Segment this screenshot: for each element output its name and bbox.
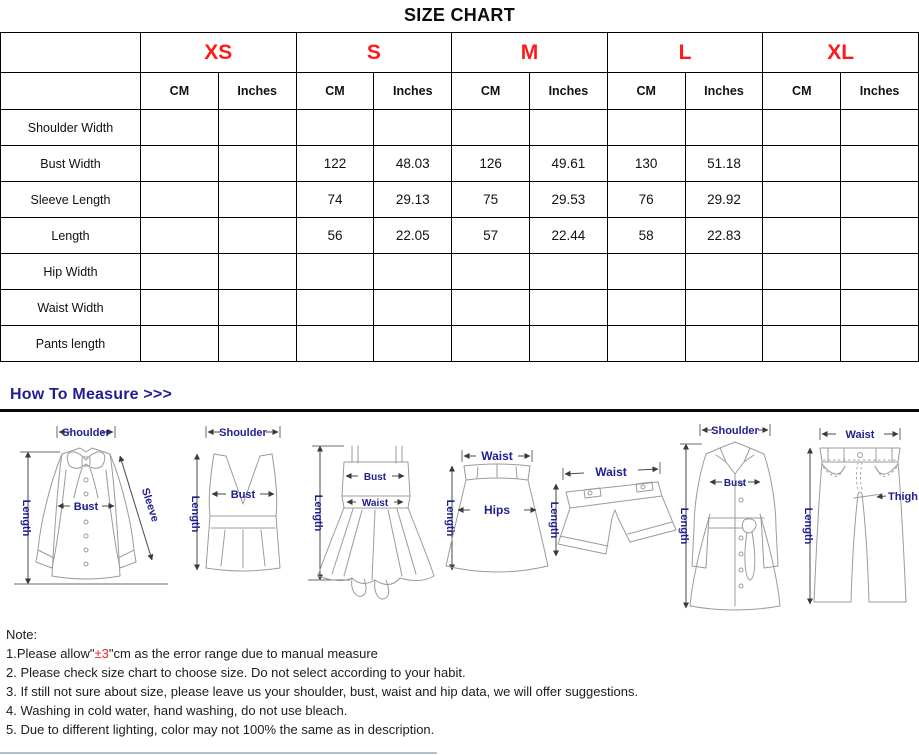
cell-xl-cm	[763, 326, 841, 362]
cell-m-inches	[529, 290, 607, 326]
pants-diagram	[802, 428, 918, 604]
divider-rule	[0, 409, 919, 412]
cell-xl-inches	[841, 182, 919, 218]
cell-s-cm	[296, 326, 374, 362]
cell-s-inches	[374, 290, 452, 326]
size-row-sleeve-length	[1, 182, 919, 218]
cell-m-inches	[529, 254, 607, 290]
cell-m-cm	[452, 290, 530, 326]
skirt-diagram	[444, 449, 548, 572]
size-header-l: L	[607, 33, 763, 73]
cell-s-cm: 74	[296, 182, 374, 218]
row-label: Sleeve Length	[1, 182, 141, 218]
cell-xl-inches	[841, 110, 919, 146]
dim-label-bust: Bust	[230, 489, 256, 501]
dim-label-shoulder: Shoulder	[62, 427, 110, 439]
size-row-shoulder-width	[1, 110, 919, 146]
dim-label-waist: Waist	[361, 498, 389, 509]
size-row-hip-width	[1, 254, 919, 290]
dim-label-waist: Waist	[595, 465, 627, 479]
cell-xs-inches	[218, 146, 296, 182]
row-label: Waist Width	[1, 290, 141, 326]
dim-label-length: Length	[20, 499, 32, 537]
dim-label-bust: Bust	[363, 472, 387, 483]
size-header-s: S	[296, 33, 452, 73]
cell-m-inches: 49.61	[529, 146, 607, 182]
dim-label-thigh: Thigh	[888, 491, 918, 503]
note-line-2: 2. Please check size chart to choose size. Do not select according to your habit.	[6, 665, 466, 680]
row-label: Shoulder Width	[1, 110, 141, 146]
cell-xs-cm	[141, 110, 219, 146]
note-line-4: 4. Washing in cold water, hand washing, do not use bleach.	[6, 703, 348, 718]
bottom-partial-rule	[0, 752, 437, 754]
cell-s-inches: 22.05	[374, 218, 452, 254]
unit-header-m-cm: CM	[452, 73, 530, 110]
dim-label-hips: Hips	[483, 503, 511, 517]
measure-diagrams	[0, 418, 919, 617]
cell-xl-inches	[841, 326, 919, 362]
cell-xs-inches	[218, 110, 296, 146]
cell-xs-inches	[218, 290, 296, 326]
size-header-row	[1, 33, 919, 73]
blouse-diagram	[14, 426, 168, 584]
size-chart-table	[0, 32, 919, 362]
cell-xs-inches	[218, 326, 296, 362]
dim-label-length: Length	[802, 507, 814, 545]
note-line-3: 3. If still not sure about size, please leave us your shoulder, bust, waist and hip data, we will offer suggestions.	[6, 684, 639, 699]
note-1-prefix: 1.Please allow"	[6, 646, 95, 661]
unit-header-l-inches: Inches	[685, 73, 763, 110]
cell-xs-cm	[141, 290, 219, 326]
cell-xl-inches	[841, 290, 919, 326]
cell-s-inches: 48.03	[374, 146, 452, 182]
cell-xs-cm	[141, 146, 219, 182]
cell-s-cm	[296, 254, 374, 290]
dim-label-bust: Bust	[723, 478, 747, 489]
row-label: Length	[1, 218, 141, 254]
cell-l-inches: 22.83	[685, 218, 763, 254]
note-line-5: 5. Due to different lighting, color may not 100% the same as in description.	[6, 722, 435, 737]
cell-xl-cm	[763, 290, 841, 326]
dim-label-length: Length	[548, 501, 560, 539]
cell-s-cm: 122	[296, 146, 374, 182]
coat-diagram	[678, 424, 780, 610]
cell-s-inches: 29.13	[374, 182, 452, 218]
cell-xl-cm	[763, 182, 841, 218]
unit-header-xl-cm: CM	[763, 73, 841, 110]
cell-s-cm	[296, 290, 374, 326]
cell-l-cm	[607, 110, 685, 146]
size-header-xs: XS	[141, 33, 297, 73]
cell-l-inches: 51.18	[685, 146, 763, 182]
cell-xl-inches	[841, 218, 919, 254]
cell-l-inches: 29.92	[685, 182, 763, 218]
dim-label-waist: Waist	[481, 449, 513, 463]
corner-cell	[1, 73, 141, 110]
cell-xs-cm	[141, 326, 219, 362]
dim-label-length: Length	[678, 507, 690, 545]
cell-xs-cm	[141, 254, 219, 290]
cell-l-inches	[685, 110, 763, 146]
cell-m-inches	[529, 326, 607, 362]
cell-l-cm: 76	[607, 182, 685, 218]
corner-cell	[1, 33, 141, 73]
unit-header-row	[1, 73, 919, 110]
cell-m-inches	[529, 110, 607, 146]
cell-s-cm: 56	[296, 218, 374, 254]
dim-label-sleeve: Sleeve	[138, 486, 161, 524]
dim-label-shoulder: Shoulder	[219, 427, 267, 439]
cell-xs-inches	[218, 182, 296, 218]
cell-l-cm	[607, 290, 685, 326]
dress-diagram	[308, 446, 434, 599]
cell-m-cm: 75	[452, 182, 530, 218]
cell-l-cm: 130	[607, 146, 685, 182]
page-title: SIZE CHART	[404, 5, 515, 25]
row-label: Hip Width	[1, 254, 141, 290]
cell-s-inches	[374, 254, 452, 290]
unit-header-xl-inches: Inches	[841, 73, 919, 110]
cell-xl-cm	[763, 218, 841, 254]
size-row-waist-width	[1, 290, 919, 326]
cell-l-inches	[685, 254, 763, 290]
note-1-tolerance: ±3	[94, 646, 109, 661]
cell-xl-cm	[763, 146, 841, 182]
row-label: Bust Width	[1, 146, 141, 182]
note-1-suffix: "cm as the error range due to manual measure	[108, 646, 378, 661]
how-to-measure-heading: How To Measure >>>	[10, 386, 173, 403]
unit-header-m-inches: Inches	[529, 73, 607, 110]
cell-m-inches: 22.44	[529, 218, 607, 254]
dim-label-bust: Bust	[73, 501, 99, 513]
size-header-xl: XL	[763, 33, 919, 73]
dim-label-shoulder: Shoulder	[711, 425, 759, 437]
cell-m-cm	[452, 110, 530, 146]
unit-header-xs-cm: CM	[141, 73, 219, 110]
unit-header-xs-inches: Inches	[218, 73, 296, 110]
cell-s-cm	[296, 110, 374, 146]
cell-l-inches	[685, 290, 763, 326]
unit-header-s-cm: CM	[296, 73, 374, 110]
dim-label-length: Length	[312, 494, 324, 532]
size-row-pants-length	[1, 326, 919, 362]
cell-m-cm	[452, 254, 530, 290]
cell-l-cm: 58	[607, 218, 685, 254]
dim-label-length: Length	[189, 495, 201, 533]
note-line-1	[6, 644, 919, 663]
size-table-body	[1, 110, 919, 362]
cell-xs-cm	[141, 218, 219, 254]
unit-header-l-cm: CM	[607, 73, 685, 110]
cell-xl-inches	[841, 254, 919, 290]
dim-label-waist: Waist	[845, 429, 875, 441]
notes-section	[6, 625, 919, 739]
size-header-m: M	[452, 33, 608, 73]
cell-xs-inches	[218, 254, 296, 290]
cell-s-inches	[374, 110, 452, 146]
row-label: Pants length	[1, 326, 141, 362]
cell-xl-cm	[763, 254, 841, 290]
cell-m-cm: 126	[452, 146, 530, 182]
dim-label-length: Length	[444, 499, 456, 537]
tank-top-diagram	[189, 426, 280, 571]
cell-xl-cm	[763, 110, 841, 146]
cell-xl-inches	[841, 146, 919, 182]
cell-m-cm: 57	[452, 218, 530, 254]
cell-m-inches: 29.53	[529, 182, 607, 218]
shorts-diagram	[548, 462, 676, 556]
cell-s-inches	[374, 326, 452, 362]
cell-l-inches	[685, 326, 763, 362]
unit-header-s-inches: Inches	[374, 73, 452, 110]
size-row-bust-width	[1, 146, 919, 182]
size-row-length	[1, 218, 919, 254]
cell-xs-cm	[141, 182, 219, 218]
notes-heading: Note:	[6, 627, 38, 642]
cell-xs-inches	[218, 218, 296, 254]
cell-l-cm	[607, 326, 685, 362]
cell-l-cm	[607, 254, 685, 290]
cell-m-cm	[452, 326, 530, 362]
